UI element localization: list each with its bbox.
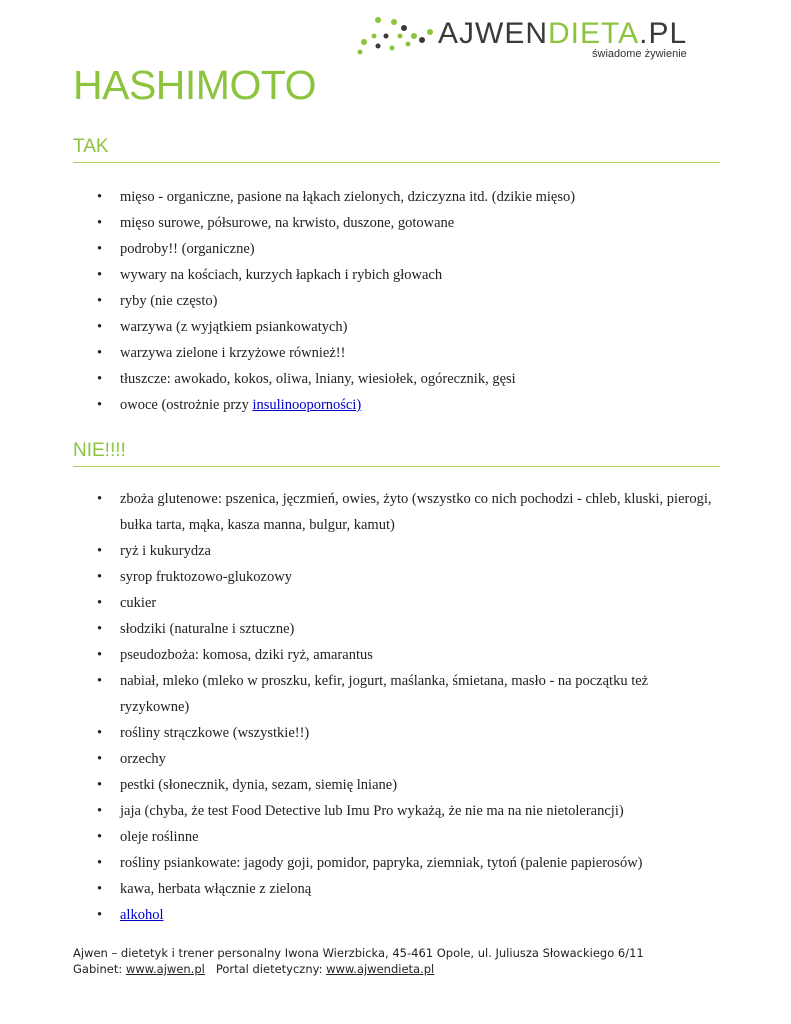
list-item [97, 720, 717, 746]
list-item [97, 184, 717, 210]
list-item-text: pestki (słonecznik, dynia, sezam, siemię lniane) [120, 777, 398, 793]
list-item [97, 668, 717, 720]
page-title: HASHIMOTO [73, 62, 317, 108]
list-item-text: mięso - organiczne, pasione na łąkach zielonych, dziczyzna itd. (dzikie mięso) [120, 189, 576, 205]
list-item [97, 902, 717, 928]
list-item-text: syrop fruktozowo-glukozowy [120, 569, 292, 585]
list-item [97, 262, 717, 288]
list-item [97, 772, 717, 798]
nie-list [97, 486, 717, 928]
list-item [97, 798, 717, 824]
list-item-text: mięso surowe, półsurowe, na krwisto, duszone, gotowane [120, 215, 455, 231]
list-item [97, 288, 717, 314]
list-item [97, 392, 717, 418]
list-item-text: ryż i kukurydza [120, 543, 211, 559]
list-item-text: rośliny psiankowate: jagody goji, pomidor, papryka, ziemniak, tytoń (palenie papierosów) [120, 855, 643, 871]
list-item [97, 590, 717, 616]
list-item [97, 850, 717, 876]
list-item [97, 340, 717, 366]
list-item [97, 824, 717, 850]
logo-part-dieta: DIETA [548, 17, 640, 50]
footer-links [73, 961, 753, 977]
footer-portal-label: Portal dietetyczny: [215, 962, 327, 976]
list-item-text: słodziki (naturalne i sztuczne) [120, 621, 295, 637]
page-footer [73, 945, 753, 977]
list-item-link[interactable]: alkohol [120, 907, 164, 923]
logo-part-ajwen: AJWEN [438, 17, 548, 50]
section-heading-tak: TAK [73, 136, 720, 163]
list-item-text: rośliny strączkowe (wszystkie!!) [120, 725, 310, 741]
list-item-link[interactable]: insulinooporności) [252, 397, 362, 413]
section-heading-nie: NIE!!!! [73, 440, 720, 467]
list-item [97, 746, 717, 772]
list-item-text: podroby!! (organiczne) [120, 241, 255, 257]
list-item [97, 642, 717, 668]
list-item-text: orzechy [120, 751, 166, 767]
list-item-text: owoce (ostrożnie przy [120, 397, 253, 413]
list-item [97, 538, 717, 564]
list-item-text: zboża glutenowe: pszenica, jęczmień, owies, żyto (wszystko co nich pochodzi - chleb, kluski, pierogi, bułka tarta, mąka, kasza manna, bulgur, kamut) [120, 491, 712, 533]
list-item-text: warzywa zielone i krzyżowe również!! [120, 345, 346, 361]
footer-portal-link[interactable]: www.ajwendieta.pl [326, 962, 435, 976]
brand-logo [356, 14, 766, 60]
list-item-text: warzywa (z wyjątkiem psiankowatych) [120, 319, 348, 335]
list-item [97, 210, 717, 236]
logo-part-pl: .PL [639, 17, 688, 50]
logo-wordmark [438, 18, 687, 50]
list-item-text: kawa, herbata włącznie z zieloną [120, 881, 312, 897]
list-item-text: oleje roślinne [120, 829, 199, 845]
list-item [97, 366, 717, 392]
list-item-text: wywary na kościach, kurzych łapkach i rybich głowach [120, 267, 443, 283]
list-item-text: pseudozboża: komosa, dziki ryż, amarantus [120, 647, 373, 663]
list-item [97, 564, 717, 590]
list-item [97, 314, 717, 340]
list-item-text: jaja (chyba, że test Food Detective lub Imu Pro wykażą, że nie ma na nie nietolerancji) [120, 803, 624, 819]
tak-list [97, 184, 717, 418]
logo-helix-icon [356, 14, 436, 58]
footer-gabinet-label: Gabinet: [73, 962, 126, 976]
list-item [97, 876, 717, 902]
list-item [97, 486, 717, 538]
footer-gabinet-link[interactable]: www.ajwen.pl [125, 962, 205, 976]
logo-tagline: świadome żywienie [592, 48, 687, 60]
list-item-text: ryby (nie często) [120, 293, 218, 309]
list-item-text: cukier [120, 595, 157, 611]
list-item-text: tłuszcze: awokado, kokos, oliwa, lniany, wiesiołek, ogórecznik, gęsi [120, 371, 516, 387]
footer-address: Ajwen – dietetyk i trener personalny Iwona Wierzbicka, 45-461 Opole, ul. Juliusza Słowackiego 6/11 [73, 946, 644, 960]
list-item [97, 236, 717, 262]
list-item [97, 616, 717, 642]
list-item-text: nabiał, mleko (mleko w proszku, kefir, jogurt, maślanka, śmietana, masło - na początku też ryzykowne) [120, 673, 649, 715]
